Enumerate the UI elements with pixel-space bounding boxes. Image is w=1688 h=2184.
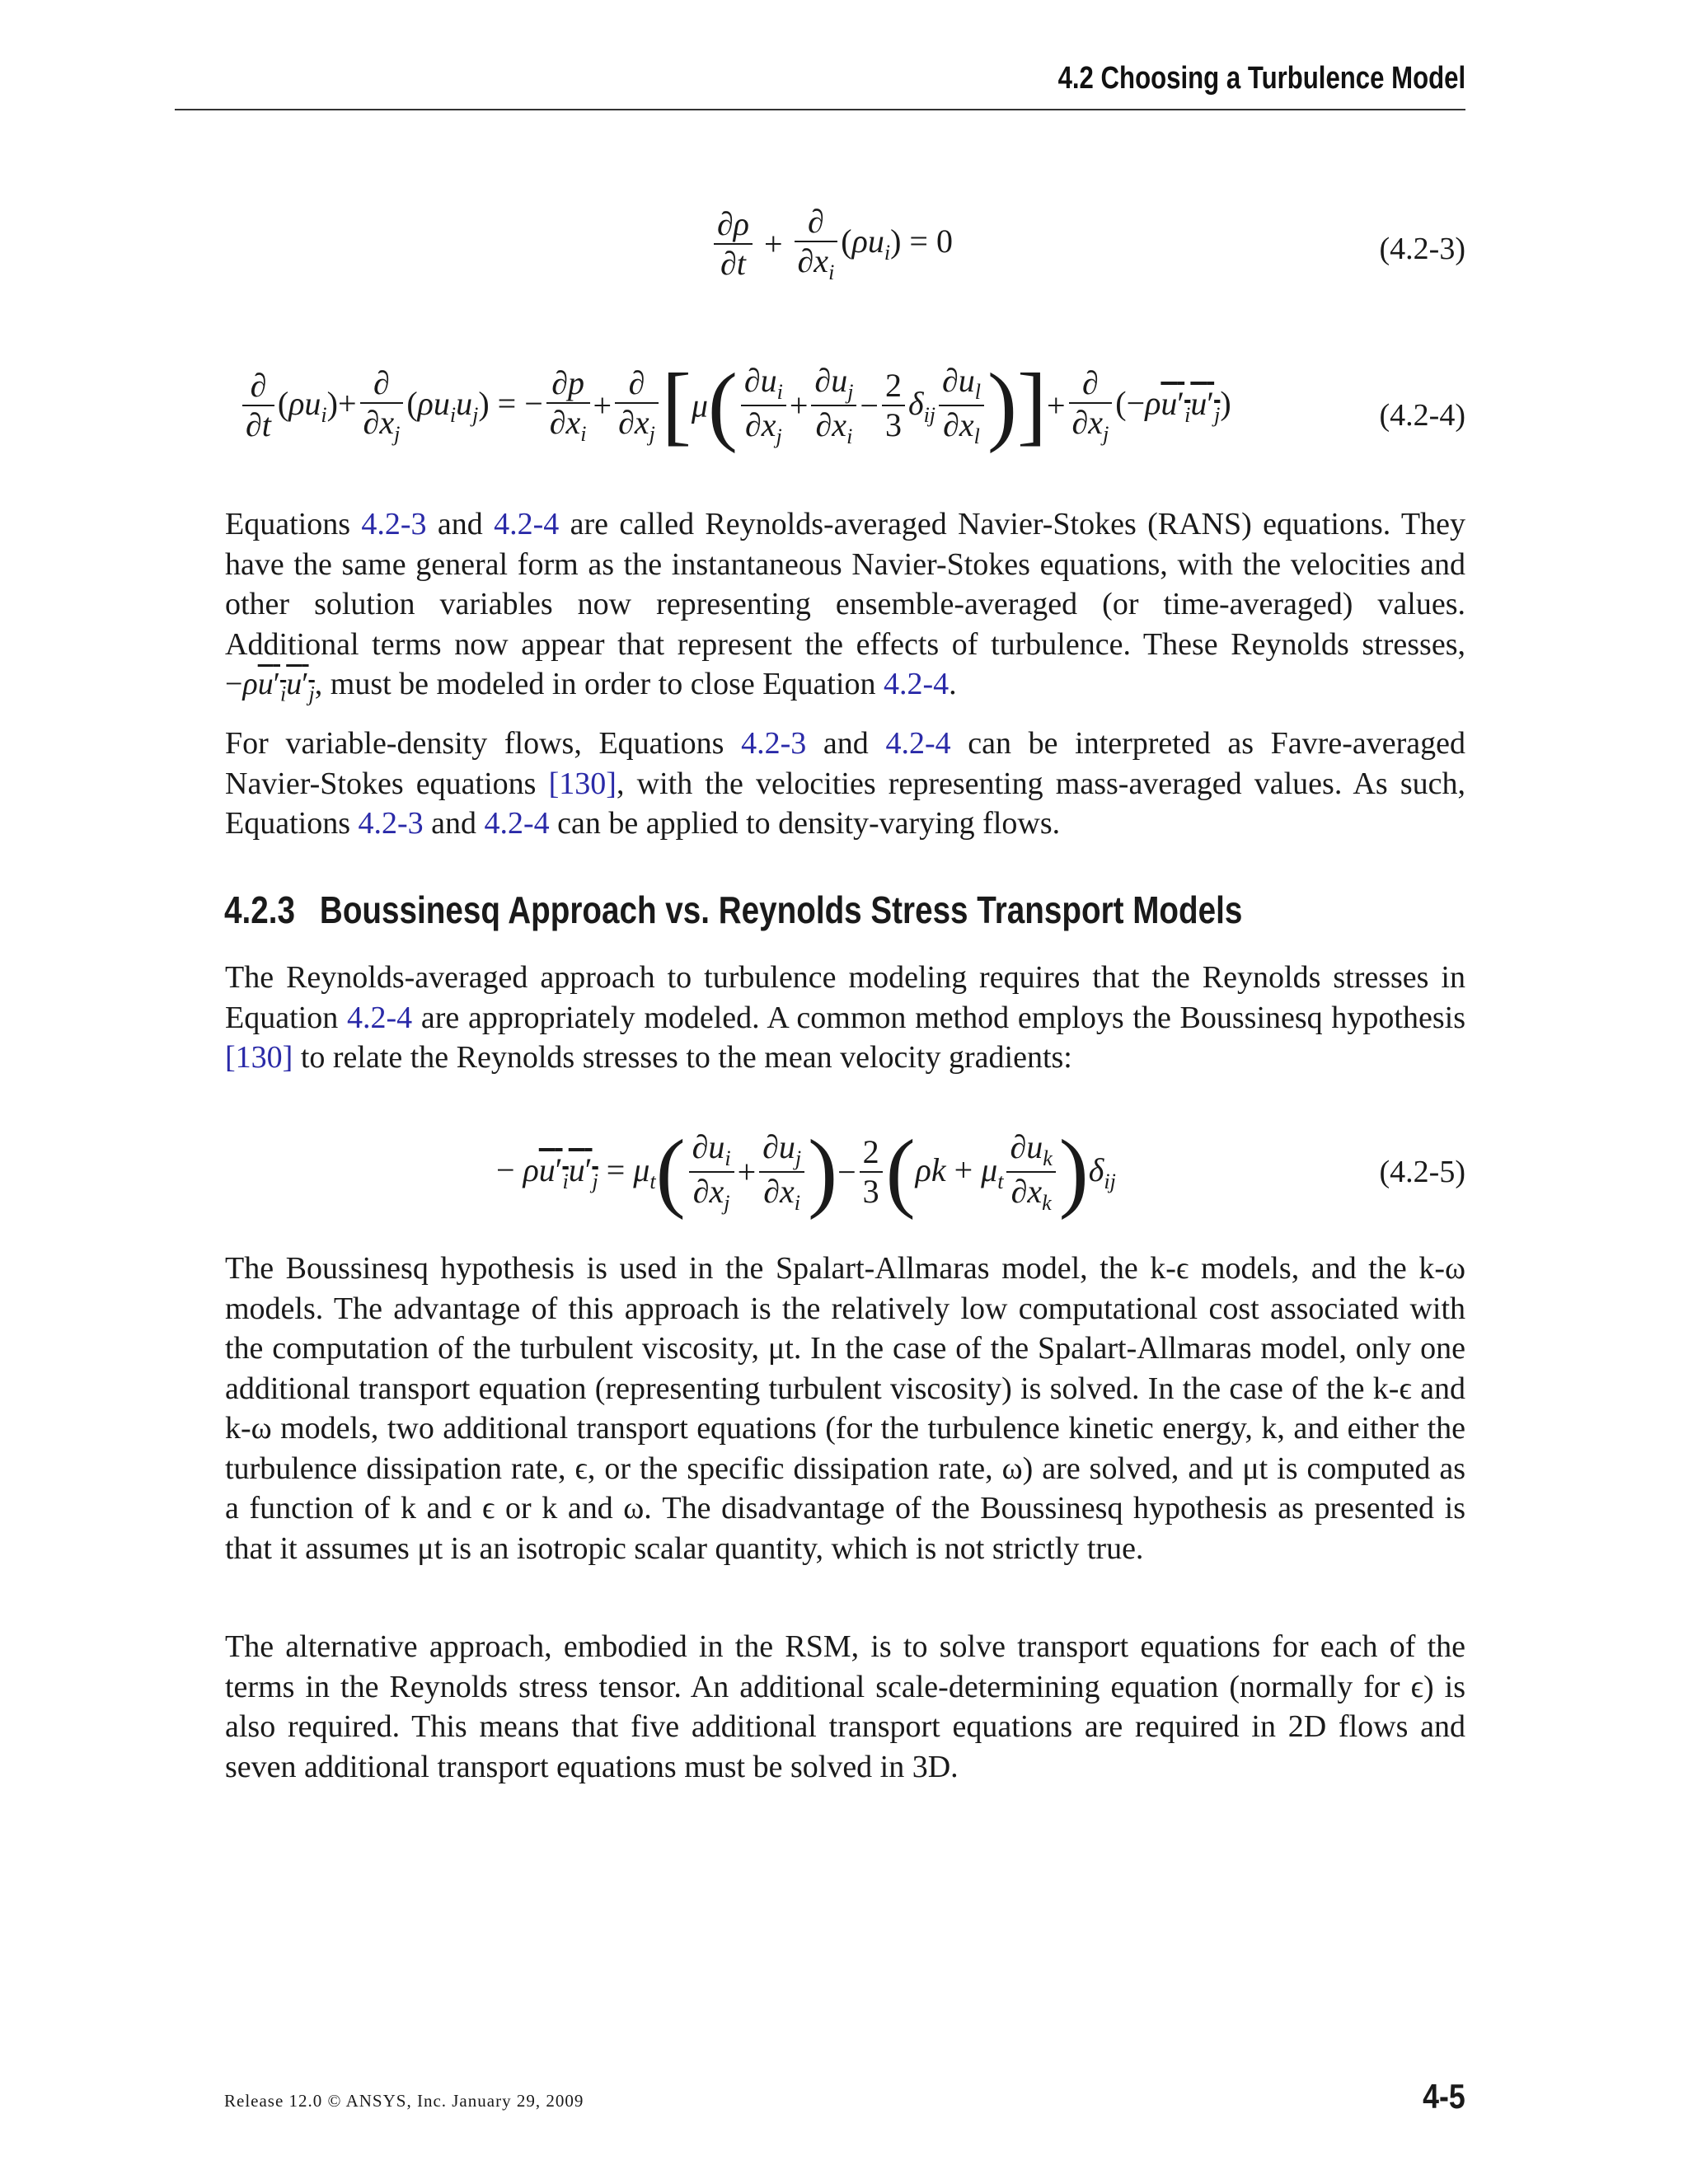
paragraph-favre: For variable-density flows, Equations 4.2-3 and 4.2-4 can be interpreted as Favre-averaged Navier-Stokes equations [130], with the velocities representing mass-averaged values. As such, Equations 4.2-3 and 4.2-4 can be applied to density-varying flows. xyxy=(225,726,1465,841)
equation-link[interactable]: 4.2-3 xyxy=(358,806,424,841)
section-number: 4.2.3 xyxy=(224,888,295,931)
equation-link[interactable]: 4.2-3 xyxy=(361,507,427,541)
equation-link[interactable]: 4.2-3 xyxy=(741,726,807,761)
equation-link[interactable]: 4.2-4 xyxy=(346,1000,413,1035)
equation-link[interactable]: 4.2-4 xyxy=(885,726,951,761)
header-rule xyxy=(175,109,1465,110)
section-heading xyxy=(224,888,1242,932)
citation-link[interactable]: [130] xyxy=(548,766,617,801)
paragraph-boussinesq-intro: The Reynolds-averaged approach to turbulence modeling requires that the Reynolds stresses in Equation 4.2-4 are appropriately modeled. A common method employs the Boussinesq hypothesis [130] to relate the Reynolds stresses to the mean velocity gradients: xyxy=(225,960,1465,1075)
equation-link[interactable]: 4.2-4 xyxy=(494,507,560,541)
running-header: 4.2 Choosing a Turbulence Model xyxy=(1057,61,1465,96)
paragraph-rans: Equations 4.2-3 and 4.2-4 are called Reynolds-averaged Navier-Stokes (RANS) equations. They have the same general form as the instantaneous Navier-Stokes equations, with the velocities and other solution variables now representing ensemble-averaged (or time-averaged) values. Additional terms now appear that represent the effects of turbulence. These Reynolds stresses, $-\rho u'_iu'_j$, must be modeled in order to close Equation 4.2-4. xyxy=(225,507,1466,706)
paragraph-boussinesq-models: The Boussinesq hypothesis is used in the Spalart-Allmaras model, the k-ϵ models, and the k-ω models. The advantage of this approach is the relatively low computational cost associated with the computation of the turbulent viscosity, μt. In the case of the Spalart-Allmaras model, only one additional transport equation (representing turbulent viscosity) is solved. In the case of the k-ϵ and k-ω models, two additional transport equations (for the turbulence kinetic energy, k, and either the turbulence dissipation rate, ϵ, or the specific dissipation rate, ω) are solved, and μt is computed as a function of k and ϵ or k and ω. The disadvantage of the Boussinesq hypothesis as presented is that it assumes μt is an isotropic scalar quantity, which is not strictly true. xyxy=(225,1251,1465,1566)
citation-link[interactable]: [130] xyxy=(225,1040,293,1075)
section-title: Boussinesq Approach vs. Reynolds Stress Transport Models xyxy=(319,888,1243,931)
equation-4-2-5: − $\rho u'_iu'_j = \mu_t$( $\frac{\partial u_i}{\partial x_j}$ + $\frac{\partial u_j}{\partial x_i}$ )− $\frac{2}{3}$ ($\rho k + \mu_t$ $\frac{\partial u_k}{\partial x_k}$ )$\delta_{ij}$ xyxy=(496,1122,1116,1221)
equation-link[interactable]: 4.2-4 xyxy=(484,806,550,841)
equation-link[interactable]: 4.2-4 xyxy=(883,667,950,701)
equation-4-2-3: $\frac{\partial\rho}{\partial t}$ + $\frac{\partial}{\partial x_i}$ $(\rho u_i) = 0$ xyxy=(710,203,953,285)
equation-4-2-4: $\frac{\partial}{\partial t}$ $(\rho u_i)+$ $\frac{\partial}{\partial x_j}$ $(\rho u_iu_j)$ = − $\frac{\partial p}{\partial x_i}$ + $\frac{\partial}{\partial x_j}$ [μ( $\frac{\partial u_i}{\partial x_j}$ + $\frac{\partial u_j}{\partial x_i}$ − $\frac{2}{3}$ $\delta_{ij}$ $\frac{\partial u_l}{\partial x_l}$ )]+ $\frac{\partial}{\partial x_j}$ $(-\rho u'_iu'_j)$ xyxy=(239,361,1231,450)
equation-number-4-2-3: (4.2-3) xyxy=(1379,232,1465,266)
paragraph-rsm: The alternative approach, embodied in the RSM, is to solve transport equations for each of the terms in the Reynolds stress tensor. An additional scale-determining equation (normally for ϵ) is also required. This means that five additional transport equations are required in 2D flows and seven additional transport equations must be solved in 3D. xyxy=(225,1629,1465,1784)
equation-number-4-2-4: (4.2-4) xyxy=(1379,398,1465,433)
page-number: 4-5 xyxy=(1423,2077,1465,2116)
footer-release: Release 12.0 © ANSYS, Inc. January 29, 2009 xyxy=(224,2091,584,2111)
equation-number-4-2-5: (4.2-5) xyxy=(1379,1155,1465,1189)
